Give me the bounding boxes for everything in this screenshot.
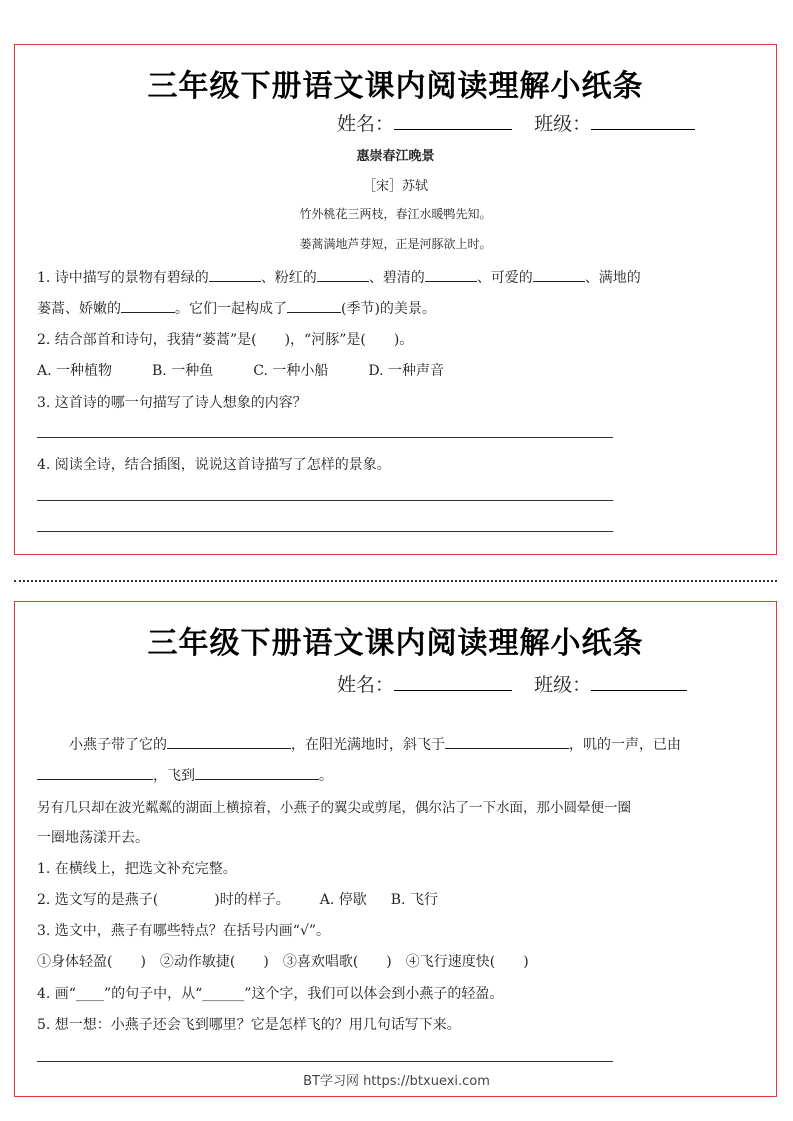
q1-text-part: 、满地的 (584, 270, 641, 286)
passage-text: ，叽的一声，已由 (569, 737, 681, 753)
answer-line[interactable] (37, 1061, 613, 1062)
option-b: B. 一种鱼 (152, 363, 214, 379)
class-blank[interactable] (591, 128, 695, 130)
passage-text: 小燕子带了它的 (69, 737, 167, 753)
passage-text: ，飞到 (153, 768, 195, 784)
question-3-options: ①身体轻盈( ) ②动作敏捷( ) ③喜欢唱歌( ) ④飞行速度快( ) (37, 954, 529, 970)
name-class-line (337, 670, 687, 697)
class-blank[interactable] (591, 689, 687, 691)
question-1-line-1 (37, 267, 641, 287)
passage-line-4: 一圈地荡漾开去。 (37, 830, 149, 846)
question-1-line-2 (37, 298, 436, 318)
question-2-text: 2. 选文写的是燕子( )时的样子。 (37, 892, 290, 908)
option-a: A. 一种植物 (37, 363, 113, 379)
answer-blank[interactable] (167, 736, 291, 749)
worksheet-card-1 (14, 44, 777, 555)
dotted-cut-line (14, 580, 777, 582)
answer-line[interactable] (37, 531, 613, 532)
question-1: 1. 在横线上，把选文补充完整。 (37, 861, 237, 877)
class-label: 班级： (534, 674, 592, 696)
worksheet-title: 三年级下册语文课内阅读理解小纸条 (147, 626, 644, 661)
question-2-options (37, 360, 484, 380)
q1-text-part: 、碧清的 (368, 270, 425, 286)
q1-text-part: 、粉红的 (260, 270, 317, 286)
answer-blank[interactable] (445, 736, 569, 749)
name-label: 姓名： (337, 113, 395, 135)
footer-watermark: BT学习网 https://btxuexi.com (303, 1074, 490, 1089)
q1-text-part: (季节)的美景。 (341, 301, 436, 317)
question-3: 3. 选文中，燕子有哪些特点？在括号内画“√”。 (37, 923, 331, 939)
question-3: 3. 这首诗的哪一句描写了诗人想象的内容？ (37, 395, 307, 411)
poem-line-1: 竹外桃花三两枝，春江水暖鸭先知。 (299, 207, 492, 221)
q1-text-part: 1. 诗中描写的景物有碧绿的 (37, 270, 209, 286)
passage-line-2 (37, 765, 333, 785)
passage-text: ，在阳光满地时，斜飞于 (291, 737, 445, 753)
name-blank[interactable] (394, 128, 512, 130)
worksheet-card-2 (14, 601, 777, 1097)
question-5: 5. 想一想：小燕子还会飞到哪里？它是怎样飞的？用几句话写下来。 (37, 1017, 461, 1033)
name-class-line (337, 109, 695, 136)
question-2 (37, 889, 478, 909)
option-c: C. 一种小船 (253, 363, 329, 379)
worksheet-title: 三年级下册语文课内阅读理解小纸条 (147, 69, 644, 104)
poem-title: 惠崇春江晚景 (356, 149, 435, 164)
answer-blank[interactable] (533, 269, 585, 282)
question-4: 4. 阅读全诗，结合插图，说说这首诗描写了怎样的景象。 (37, 457, 391, 473)
question-4: 4. 画“____”的句子中，从“______”这个字，我们可以体会到小燕子的轻盈。 (37, 986, 504, 1002)
passage-line-1 (69, 734, 681, 754)
class-label: 班级： (534, 113, 592, 135)
answer-line[interactable] (37, 437, 613, 438)
poem-line-2: 蒌蒿满地芦芽短，正是河豚欲上时。 (299, 237, 492, 251)
passage-text: 。 (319, 768, 333, 784)
name-blank[interactable] (394, 689, 512, 691)
passage-line-3: 另有几只却在波光粼粼的湖面上横掠着，小燕子的翼尖或剪尾，偶尔沾了一下水面，那小圆晕便一圈 (37, 800, 631, 816)
answer-blank[interactable] (425, 269, 477, 282)
answer-blank[interactable] (195, 767, 319, 780)
option-b: B. 飞行 (390, 892, 438, 908)
name-label: 姓名： (337, 674, 395, 696)
q1-text-part: 、可爱的 (476, 270, 533, 286)
option-d: D. 一种声音 (368, 363, 444, 379)
answer-blank[interactable] (121, 300, 175, 313)
answer-blank[interactable] (209, 269, 261, 282)
option-a: A. 停歇 (319, 892, 367, 908)
poem-author: ［宋］苏轼 (362, 179, 428, 194)
answer-blank[interactable] (287, 300, 341, 313)
q1-text-part: 。它们一起构成了 (175, 301, 287, 317)
answer-line[interactable] (37, 500, 613, 501)
answer-blank[interactable] (37, 767, 153, 780)
question-2: 2. 结合部首和诗句，我猜“蒌蒿”是( )，“河豚”是( )。 (37, 332, 414, 348)
answer-blank[interactable] (317, 269, 369, 282)
q1-text-part: 蒌蒿、娇嫩的 (37, 301, 121, 317)
